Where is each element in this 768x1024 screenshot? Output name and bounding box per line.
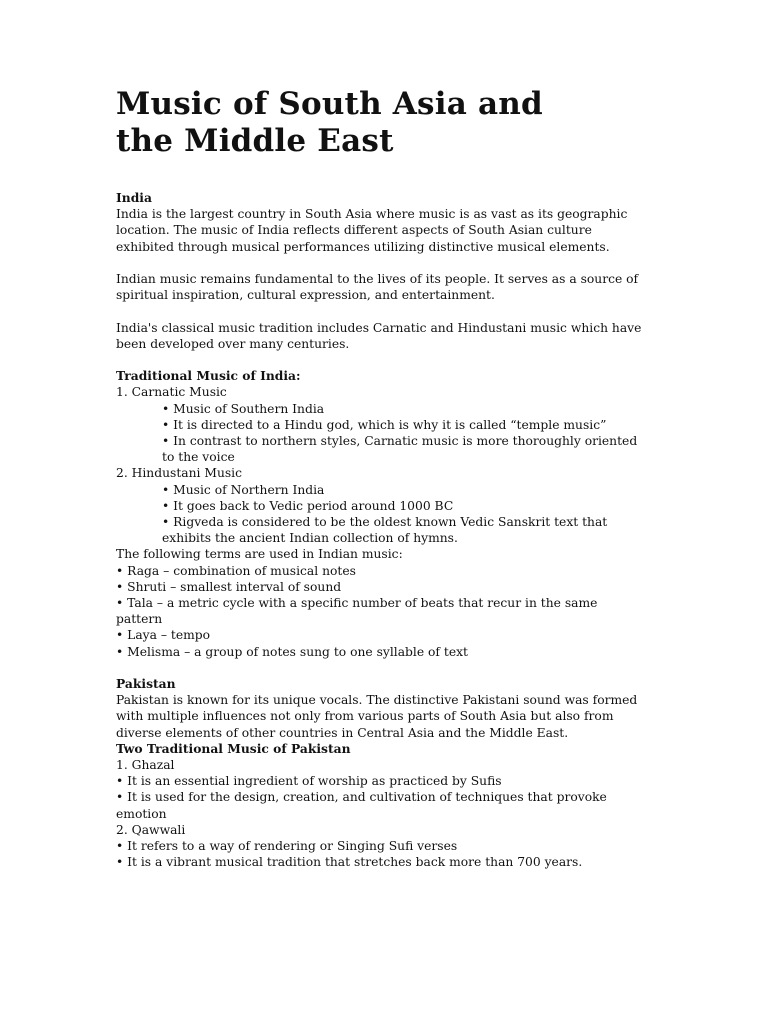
bullet-item: • It is used for the design, creation, and cultivation of techniques that provoke emotion: [116, 790, 607, 821]
bullet-item: • Music of Northern India: [162, 482, 325, 497]
term-item: • Melisma – a group of notes sung to one syllable of text: [116, 644, 468, 659]
bullet-item: • Music of Southern India: [162, 401, 325, 416]
title-line-1: Music of South Asia and: [116, 86, 543, 122]
title-line-2: the Middle East: [116, 123, 394, 159]
hindustani-bullets: [116, 482, 646, 547]
section-heading-india: India: [116, 190, 152, 205]
india-paragraph-3: India's classical music tradition includes Carnatic and Hindustani music which have been developed over many centuries.: [116, 320, 642, 351]
carnatic-bullets: [116, 401, 646, 466]
section-heading-traditional-india: Traditional Music of India:: [116, 368, 301, 384]
terms-intro: The following terms are used in Indian music:: [116, 547, 403, 562]
page-title: [116, 86, 676, 160]
bullet-item: • It is a vibrant musical tradition that stretches back more than 700 years.: [116, 855, 583, 870]
bullet-item: • It is directed to a Hindu god, which is why it is called “temple music”: [162, 417, 607, 432]
term-item: • Shruti – smallest interval of sound: [116, 579, 342, 594]
term-item: • Laya – tempo: [116, 628, 211, 643]
bullet-item: • It refers to a way of rendering or Singing Sufi verses: [116, 839, 458, 854]
pakistan-paragraph: Pakistan is known for its unique vocals. The distinctive Pakistani sound was formed with multiple influences not only from various parts of South Asia but also from diverse elements of other countries in Central Asia and the Middle East.: [116, 693, 638, 740]
india-paragraph-2: Indian music remains fundamental to the lives of its people. It serves as a source of spiritual inspiration, cultural expression, and entertainment.: [116, 272, 639, 303]
section-heading-pakistan-music: Two Traditional Music of Pakistan: [116, 740, 351, 756]
bullet-item: • In contrast to northern styles, Carnatic music is more thoroughly oriented to the voice: [162, 434, 638, 465]
list-item-ghazal: 1. Ghazal: [116, 758, 175, 773]
term-item: • Raga – combination of musical notes: [116, 563, 356, 578]
section-heading-pakistan: Pakistan: [116, 676, 176, 692]
list-item-carnatic: 1. Carnatic Music: [116, 385, 227, 400]
bullet-item: • It is an essential ingredient of worship as practiced by Sufis: [116, 774, 502, 789]
bullet-item: • Rigveda is considered to be the oldest known Vedic Sanskrit text that exhibits the ancient Indian collection of hymns.: [162, 515, 608, 546]
india-paragraph-1: India is the largest country in South Asia where music is as vast as its geographic location. The music of India reflects different aspects of South Asian culture exhibited through musical performances utilizing distinctive musical elements.: [116, 207, 628, 254]
bullet-item: • It goes back to Vedic period around 1000 BC: [162, 498, 454, 513]
list-item-hindustani: 2. Hindustani Music: [116, 466, 242, 481]
document-body: [116, 190, 646, 870]
term-item: • Tala – a metric cycle with a specific number of beats that recur in the same pattern: [116, 596, 598, 627]
list-item-qawwali: 2. Qawwali: [116, 822, 186, 837]
